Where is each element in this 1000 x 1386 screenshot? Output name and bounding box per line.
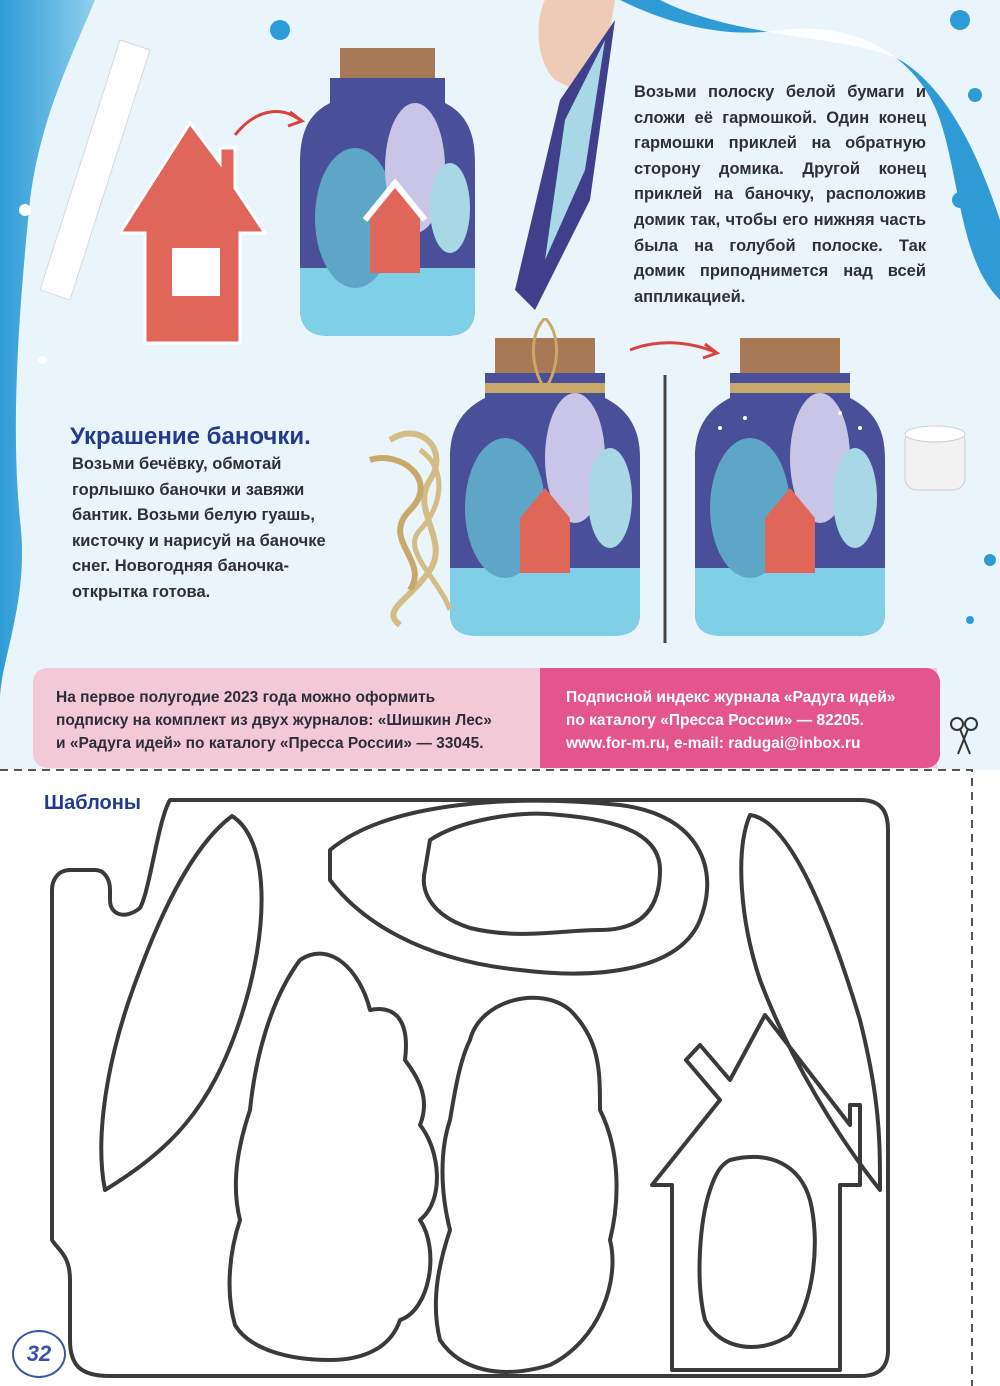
decoration-heading: Украшение баночки.: [70, 423, 311, 450]
tree-template-left: [101, 816, 261, 1190]
subscription-info-right: [566, 686, 936, 755]
oval-template: [330, 801, 707, 974]
house-cutout-photo: [120, 118, 270, 348]
scissors-icon: [948, 716, 980, 756]
brush-photo: [650, 375, 680, 645]
decoration-instructions: Возьми бечёвку, обмотай горлышко баночки и завяжи бантик. Возьми белую гуашь, кисточку и нарисуй на баночке снег. Новогодняя баночка-открытка готова.: [72, 455, 326, 601]
bush-template: [436, 998, 617, 1372]
subscription-line: и «Радуга идей» по каталогу «Пресса России» — 33045.: [56, 735, 484, 752]
cloud-template: [424, 814, 660, 934]
finished-jar-photo: [690, 318, 890, 638]
templates-outlines: [0, 780, 1000, 1386]
twine-photo: [360, 420, 470, 630]
jar-craft-photo: [295, 48, 480, 338]
page-number: 32: [12, 1330, 66, 1378]
templates-heading: Шаблоны: [44, 792, 141, 814]
subscription-line: На первое полугодие 2023 года можно оформить: [56, 689, 436, 706]
house-template: [652, 1015, 860, 1370]
subscription-line: по каталогу «Пресса России» — 82205.: [566, 712, 864, 729]
fir-template: [230, 954, 437, 1360]
subscription-info-left: [56, 686, 536, 755]
paint-jar-photo: [895, 420, 975, 495]
hand-photo: [505, 0, 635, 310]
step-instructions: Возьми полоску белой бумаги и сложи её гармошкой. Один конец гармошки приклей на обратную сторону домика. Другой конец приклей на баночку, расположив домик так, чтобы его нижняя часть была на голубой полоске. Так домик приподнимется над всей аппликацией.: [634, 83, 926, 306]
subscription-line: www.for-m.ru, e-mail: radugai@inbox.ru: [566, 735, 861, 752]
house-window-template: [700, 1157, 815, 1347]
subscription-line: подписку на комплект из двух журналов: «Шишкин Лес»: [56, 712, 492, 729]
jar-with-twine-photo: [445, 318, 645, 638]
subscription-line: Подписной индекс журнала «Радуга идей»: [566, 689, 896, 706]
